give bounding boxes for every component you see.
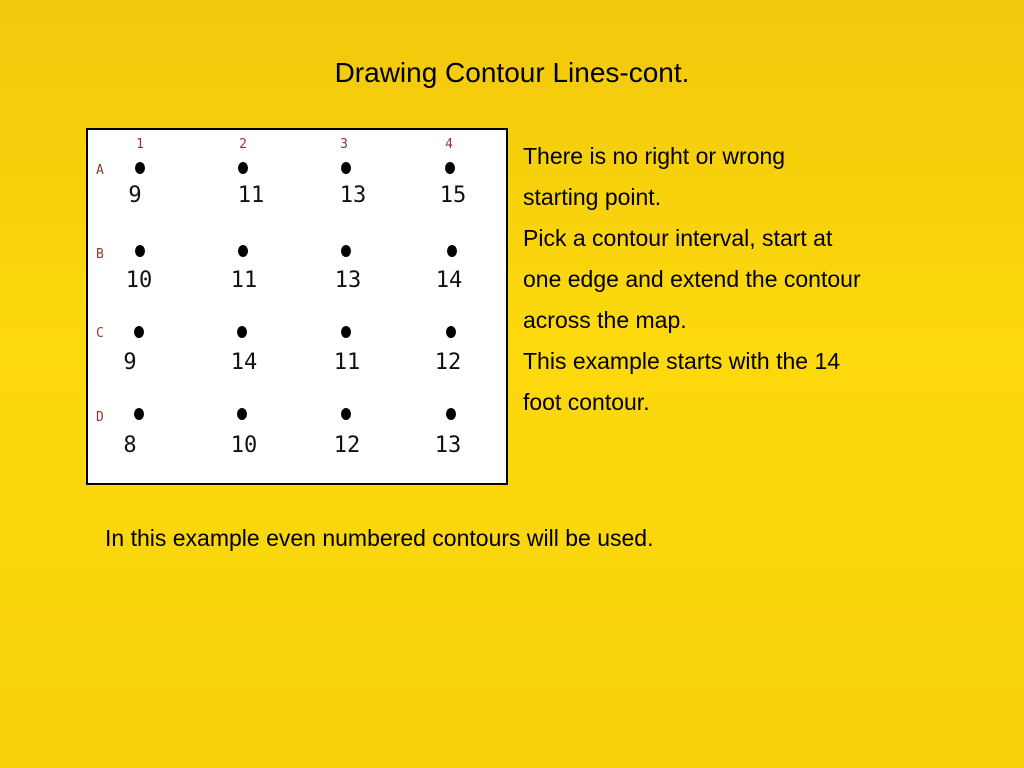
elevation-a2: 11 xyxy=(237,183,265,208)
elevation-a1: 9 xyxy=(128,183,142,208)
row-label-b: B xyxy=(96,247,104,262)
row-label-d: D xyxy=(96,410,104,425)
column-label-1: 1 xyxy=(136,137,144,152)
text-line: starting point. xyxy=(523,184,662,210)
explanation-text xyxy=(523,136,953,423)
elevation-grid xyxy=(86,128,508,485)
survey-point-dot xyxy=(445,162,455,174)
elevation-b2: 11 xyxy=(230,268,258,293)
survey-point-dot xyxy=(135,162,145,174)
elevation-d3: 12 xyxy=(333,433,361,458)
text-line: This example starts with the 14 xyxy=(523,348,841,374)
survey-point-dot xyxy=(134,326,144,338)
survey-point-dot xyxy=(134,408,144,420)
slide-title: Drawing Contour Lines-cont. xyxy=(334,57,690,88)
survey-point-dot xyxy=(447,245,457,257)
elevation-d4: 13 xyxy=(434,433,462,458)
survey-point-dot xyxy=(238,162,248,174)
text-line: across the map. xyxy=(523,307,687,333)
elevation-b3: 13 xyxy=(334,268,362,293)
elevation-a4: 15 xyxy=(439,183,467,208)
survey-point-dot xyxy=(341,162,351,174)
elevation-c3: 11 xyxy=(333,350,361,375)
survey-point-dot xyxy=(238,245,248,257)
elevation-c1: 9 xyxy=(123,350,137,375)
survey-point-dot xyxy=(341,245,351,257)
column-label-4: 4 xyxy=(445,137,453,152)
text-line: one edge and extend the contour xyxy=(523,266,861,292)
survey-point-dot xyxy=(237,326,247,338)
survey-point-dot xyxy=(135,245,145,257)
column-label-3: 3 xyxy=(340,137,348,152)
elevation-c4: 12 xyxy=(434,350,462,375)
footer-text: In this example even numbered contours will be used. xyxy=(105,525,654,551)
survey-point-dot xyxy=(446,326,456,338)
survey-point-dot xyxy=(341,408,351,420)
survey-point-dot xyxy=(446,408,456,420)
elevation-a3: 13 xyxy=(339,183,367,208)
text-line: There is no right or wrong xyxy=(523,143,786,169)
elevation-b4: 14 xyxy=(435,268,463,293)
row-label-c: C xyxy=(96,326,104,341)
survey-point-dot xyxy=(237,408,247,420)
text-line: foot contour. xyxy=(523,389,650,415)
elevation-d1: 8 xyxy=(123,433,137,458)
column-label-2: 2 xyxy=(239,137,247,152)
elevation-b1: 10 xyxy=(125,268,153,293)
survey-point-dot xyxy=(341,326,351,338)
text-line: Pick a contour interval, start at xyxy=(523,225,833,251)
elevation-d2: 10 xyxy=(230,433,258,458)
elevation-c2: 14 xyxy=(230,350,258,375)
row-label-a: A xyxy=(96,163,104,178)
